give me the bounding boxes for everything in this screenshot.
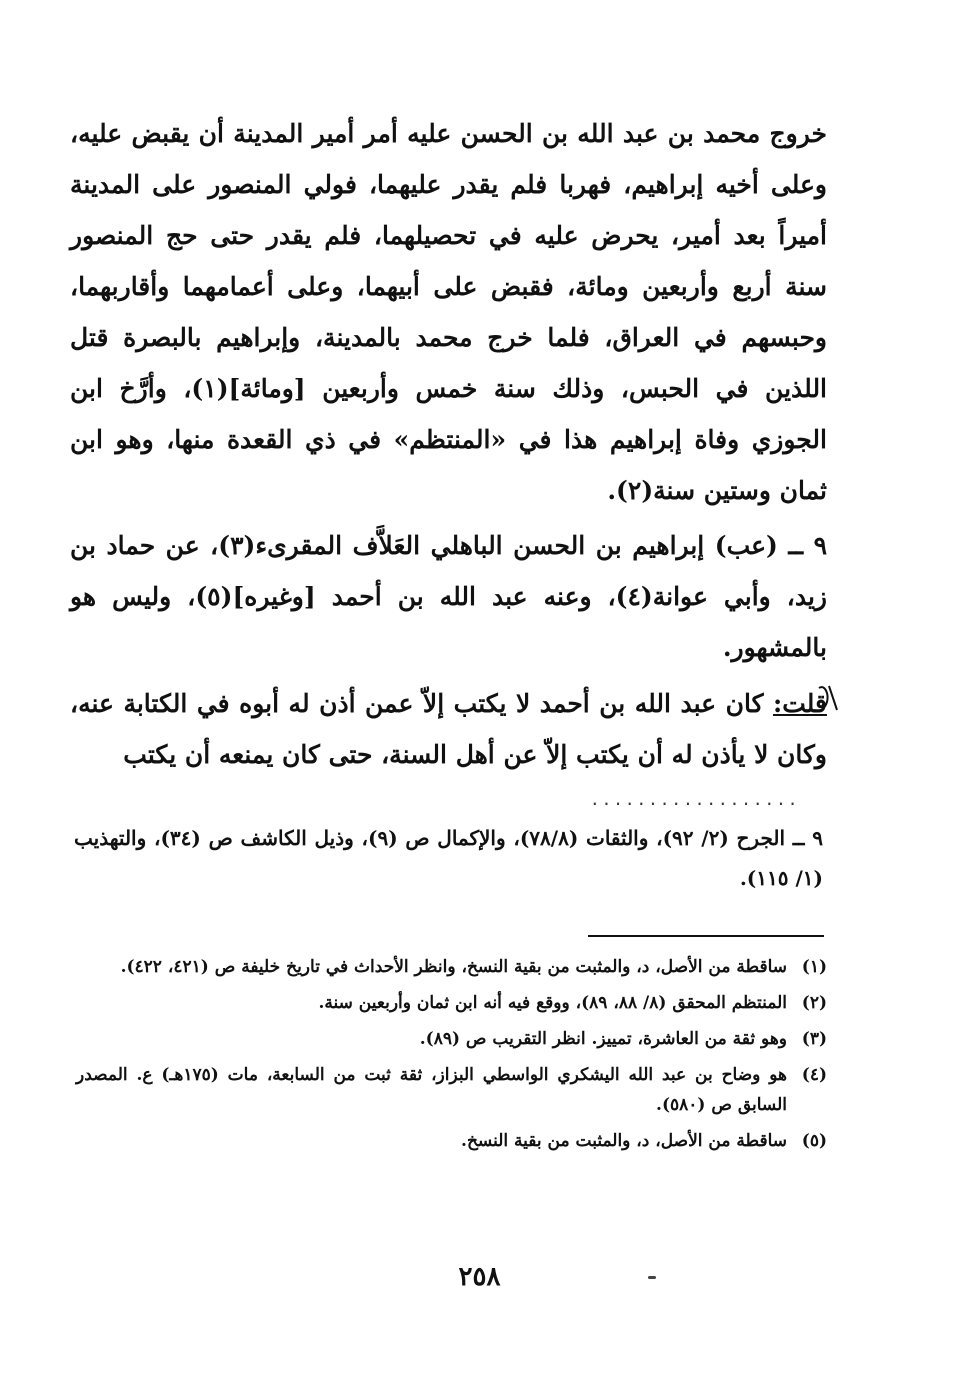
- footnote-number: (٢): [801, 993, 827, 1013]
- footnote-number: (٥): [801, 1131, 827, 1151]
- footnote-text: وهو ثقة من العاشرة، تمييز. انظر التقريب ص (٨٩).: [419, 1029, 787, 1049]
- footnote-divider: [588, 935, 824, 937]
- footnote-4: [76, 1060, 827, 1120]
- qult-paragraph: [70, 678, 827, 780]
- footnote-1: [76, 952, 827, 982]
- footnote-number: (٣): [801, 1029, 827, 1049]
- entry-paragraph: ٩ ــ (عب) إبراهيم بن الحسن الباهلي العَلاَّف المقرىء(٣)، عن حماد بن زيد، وأبي عوانة(٤)، وعنه عبد الله بن أحمد [وغيره](٥)، وليس هو بالمشهور.: [70, 531, 827, 662]
- dotted-separator: ..................: [590, 790, 800, 809]
- scan-speck: [648, 1276, 656, 1279]
- footnote-text: ساقطة من الأصل، د، والمثبت من بقية النسخ، وانظر الأحداث في تاريخ خليفة ص (٤٢١، ٤٢٢).: [120, 957, 787, 977]
- footnote-text: هو وضاح بن عبد الله اليشكري الواسطي البزاز، ثقة ثبت من السابعة، مات (١٧٥هـ) ع. المصدر السابق ص (٥٨٠).: [76, 1065, 787, 1115]
- footnote-text: ساقطة من الأصل، د، والمثبت من بقية النسخ.: [461, 1131, 787, 1151]
- footnote-5: [76, 1126, 827, 1156]
- qult-text: كان عبد الله بن أحمد لا يكتب إلاّ عمن أذن له أبوه في الكتابة عنه، وكان لا يأذن له أن يكتب إلاّ عن أهل السنة، حتى كان يمنعه أن يكتب: [70, 689, 827, 769]
- main-text-block: [70, 108, 827, 516]
- footnote-3: [76, 1024, 827, 1054]
- footnote-number: (١): [801, 957, 827, 977]
- footnote-number: (٤): [801, 1065, 827, 1085]
- footnote-2: [76, 988, 827, 1018]
- page-number: ٢٥٨: [458, 1262, 501, 1292]
- qult-label: قلت:: [772, 689, 827, 718]
- qult-block: [70, 678, 827, 780]
- main-paragraph: خروج محمد بن عبد الله بن الحسن عليه أمر أمير المدينة أن يقبض عليه، وعلى أخيه إبراهيم، فهربا فلم يقدر عليهما، فولي المنصور على المدينة أميراً بعد أمير، يحرض عليه في تحصيلهما، فلم يقدر حتى حج المنصور سنة أربع وأربعين ومائة، فقبض على أبيهما، وعلى أعمامهما وأقاربهما، وحبسهم في العراق، فلما خرج محمد بالمدينة، وإبراهيم بالبصرة قتل اللذين في الحبس، وذلك سنة خمس وأربعين [ومائة](١)، وأرَّخ ابن الجوزي وفاة إبراهيم هذا في «المنتظم» في ذي القعدة منها، وهو ابن ثمان وستين سنة(٢).: [70, 119, 828, 505]
- biography-entry: [70, 520, 827, 673]
- footnotes: [76, 952, 827, 1162]
- footnote-text: المنتظم المحقق (٨/ ٨٨، ٨٩)، ووقع فيه أنه ابن ثمان وأربعين سنة.: [318, 993, 787, 1013]
- source-note: ٩ ــ الجرح (٢/ ٩٢)، والثقات (٧٨/٨)، والإكمال ص (٩)، وذيل الكاشف ص (٣٤)، والتهذيب (١/ ١١٥).: [74, 826, 823, 890]
